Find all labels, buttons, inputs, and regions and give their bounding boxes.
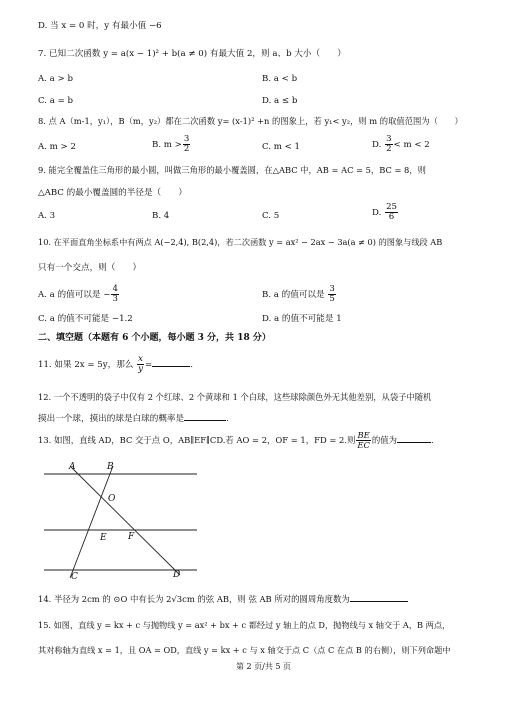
q7-option-c: C. a = b [38, 96, 74, 106]
q13: 13. 如图，直线 AD，BC 交于点 O，AB∥EF∥CD.若 AO = 2，OF = 1，FD = 2.则 $\frac{BE}{EC}$ 的值为 . [38, 430, 434, 450]
line-ad [70, 466, 180, 575]
point-b-label: B [107, 462, 114, 472]
point-o-label: O [108, 494, 116, 504]
line-bc [70, 466, 116, 578]
q7-option-a: A. a > b [38, 74, 73, 84]
page-footer: 第 2 页/共 5 页 [236, 662, 292, 671]
point-a-label: A [69, 462, 76, 472]
q15-line1: 15. 如图，直线 y = kx + c 与抛物线 y = ax² + bx + c 都经过 y 轴上的点 D，抛物线与 x 轴交于 A，B 两点， [38, 620, 451, 630]
point-e-label: E [100, 533, 107, 543]
q10-option-a: A. a 的值可以是 − $\frac{4}{3}$ [38, 284, 118, 305]
q7-option-b: B. a < b [262, 74, 298, 84]
point-c-label: C [71, 572, 78, 582]
q9-option-d: D. $\frac{25}{6}$ [372, 202, 397, 223]
q10-option-c: C. a 的值不可能是 −1.2 [38, 314, 133, 324]
q8-option-a: A. m > 2 [38, 142, 76, 152]
q6-option-d: D. 当 x = 0 时，y 有最小值 −6 [38, 21, 162, 31]
q10-line1: 10. 在平面直角坐标系中有两点 A(−2,4), B(2,4)，若二次函数 y = ax² − 2ax − 3a(a ≠ 0) 的图象与线段 AB [38, 237, 443, 247]
q14-answer-blank[interactable] [350, 601, 408, 602]
q10-line2: 只有一个交点，则（ ） [38, 263, 142, 273]
q15-line2: 其对称轴为直线 x = 1，且 OA = OD，直线 y = kx + c 与 x 轴交于点 C（点 C 在点 B 的右侧），则下列命题中 [38, 645, 451, 655]
section-title: 二、填空题（本题有 6 个小题，每小题 3 分，共 18 分） [38, 333, 271, 343]
q8-option-b: B. m > $\frac{3}{2}$ [152, 134, 190, 155]
q10-option-d: D. a 的值不可能是 1 [262, 314, 342, 324]
q8-option-d: D. $\frac{3}{2}$ < m < 2 [372, 134, 430, 155]
point-f-label: F [128, 532, 135, 542]
q9-line1: 9. 能完全覆盖住三角形的最小圆，叫做三角形的最小覆盖圆，在△ABC 中，AB = AC = 5，BC = 8，则 [38, 165, 426, 175]
q9-option-c: C. 5 [262, 211, 280, 221]
point-d-label: D [173, 570, 181, 580]
q7-stem: 7. 已知二次函数 y = a(x − 1)² + b(a ≠ 0) 有最大值 2，则 a、b 大小（ ） [38, 49, 346, 59]
q9-option-b: B. 4 [152, 211, 170, 221]
q9-option-a: A. 3 [38, 211, 56, 221]
q12-line1: 12. 一个不透明的袋子中仅有 2 个红球、2 个黄球和 1 个白球，这些球除颜色外无其他差别，从袋子中随机 [38, 392, 432, 402]
q7-option-d: D. a ≤ b [262, 96, 298, 106]
q9-line2: △ABC 的最小覆盖圆的半径是（ ） [38, 188, 187, 198]
q8-option-c: C. m < 1 [262, 142, 301, 152]
q8-stem: 8. 点 A（m-1，y₁），B（m，y₂）都在二次函数 y= (x-1)² +n 的图象上，若 y₁< y₂，则 m 的取值范围为（ ） [38, 116, 463, 126]
q10-option-b: B. a 的值可以是 $\frac{3}{5}$ [262, 284, 335, 305]
q14: 14. 半径为 2cm 的 ⊙O 中有长为 2√3cm 的弦 AB，则 弦 AB 所对的圆周角度数为 [38, 594, 408, 604]
q12-line2: 摸出一个球，摸出的球是白球的概率是 . [38, 414, 229, 424]
q11: 11. 如果 2x = 5y，那么 $\frac{x}{y}$ = . [38, 354, 193, 375]
